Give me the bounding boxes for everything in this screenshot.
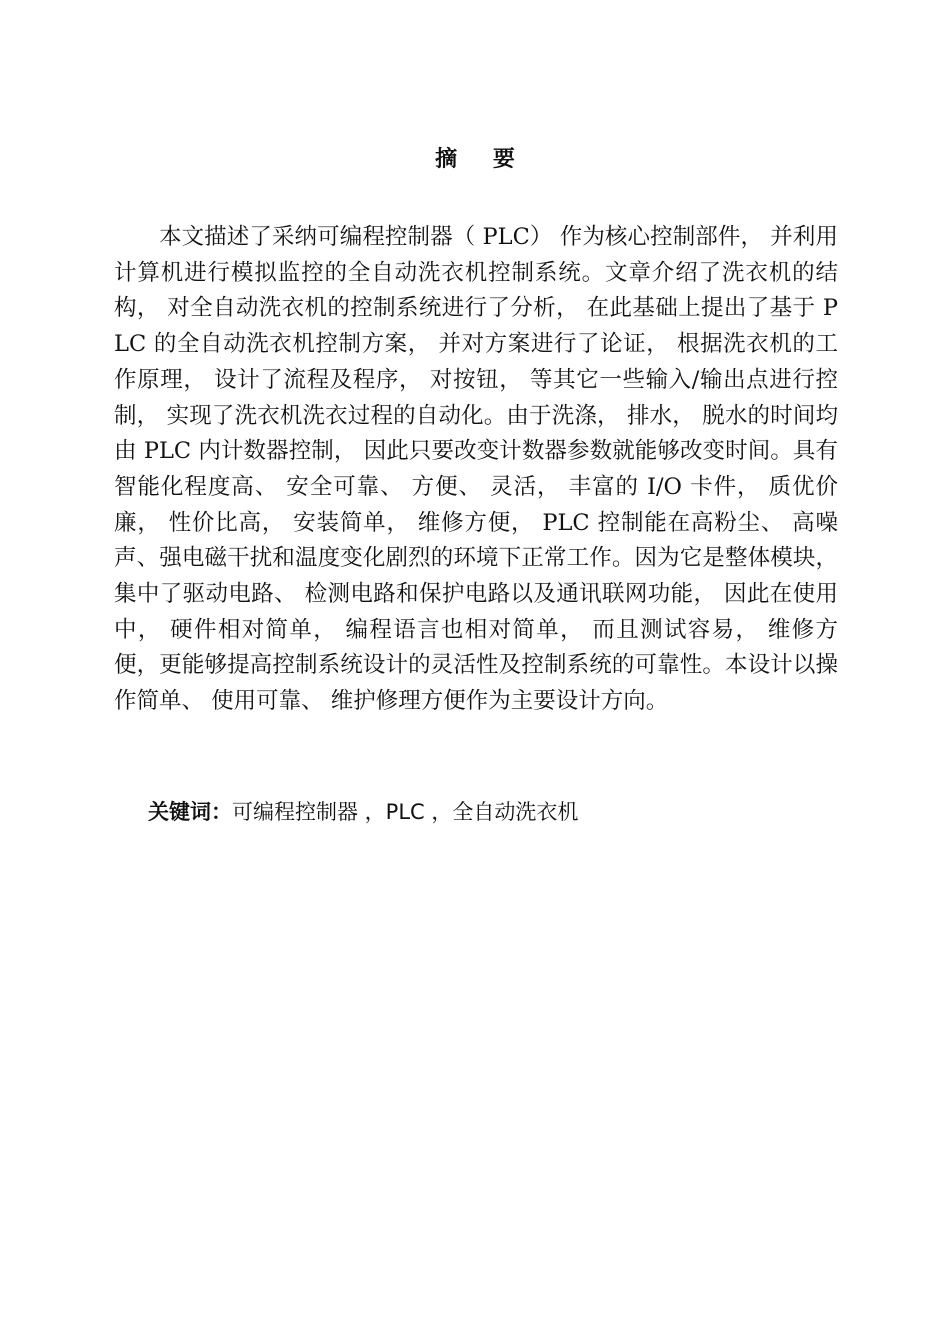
keywords-line	[148, 795, 838, 830]
keywords-label: 关键词：	[148, 800, 232, 824]
abstract-body: 本文描述了采纳可编程控制器（ PLC） 作为核心控制部件， 并利用计算机进行模拟监控的全自动洗衣机控制系统。文章介绍了洗衣机的结构， 对全自动洗衣机的控制系统进行了分析， 在此基础上提出了基于 PLC 的全自动洗衣机控制方案， 并对方案进行了论证， 根据洗衣机的工作原理， 设计了流程及程序， 对按钮， 等其它一些输入/输出点进行控制， 实现了洗衣机洗衣过程的自动化。由于洗涤， 排水， 脱水的时间均由 PLC 内计数器控制， 因此只要改变计数器参数就能够改变时间。具有智能化程度高、 安全可靠、 方便、 灵活， 丰富的 I/O 卡件， 质优价廉， 性价比高， 安装简单， 维修方便， PLC 控制能在高粉尘、 高噪声、强电磁干扰和温度变化剧烈的环境下正常工作。因为它是整体模块， 集中了驱动电路、 检测电路和保护电路以及通讯联网功能， 因此在使用中， 硬件相对简单， 编程语言也相对简单， 而且测试容易， 维修方便，更能够提高控制系统设计的灵活性及控制系统的可靠性。本设计以操作简单、 使用可靠、 维护修理方便作为主要设计方向。	[114, 224, 838, 715]
keywords-text: 可编程控制器 ，PLC ，全自动洗衣机	[232, 800, 579, 824]
abstract-title: 摘 要	[435, 147, 529, 172]
